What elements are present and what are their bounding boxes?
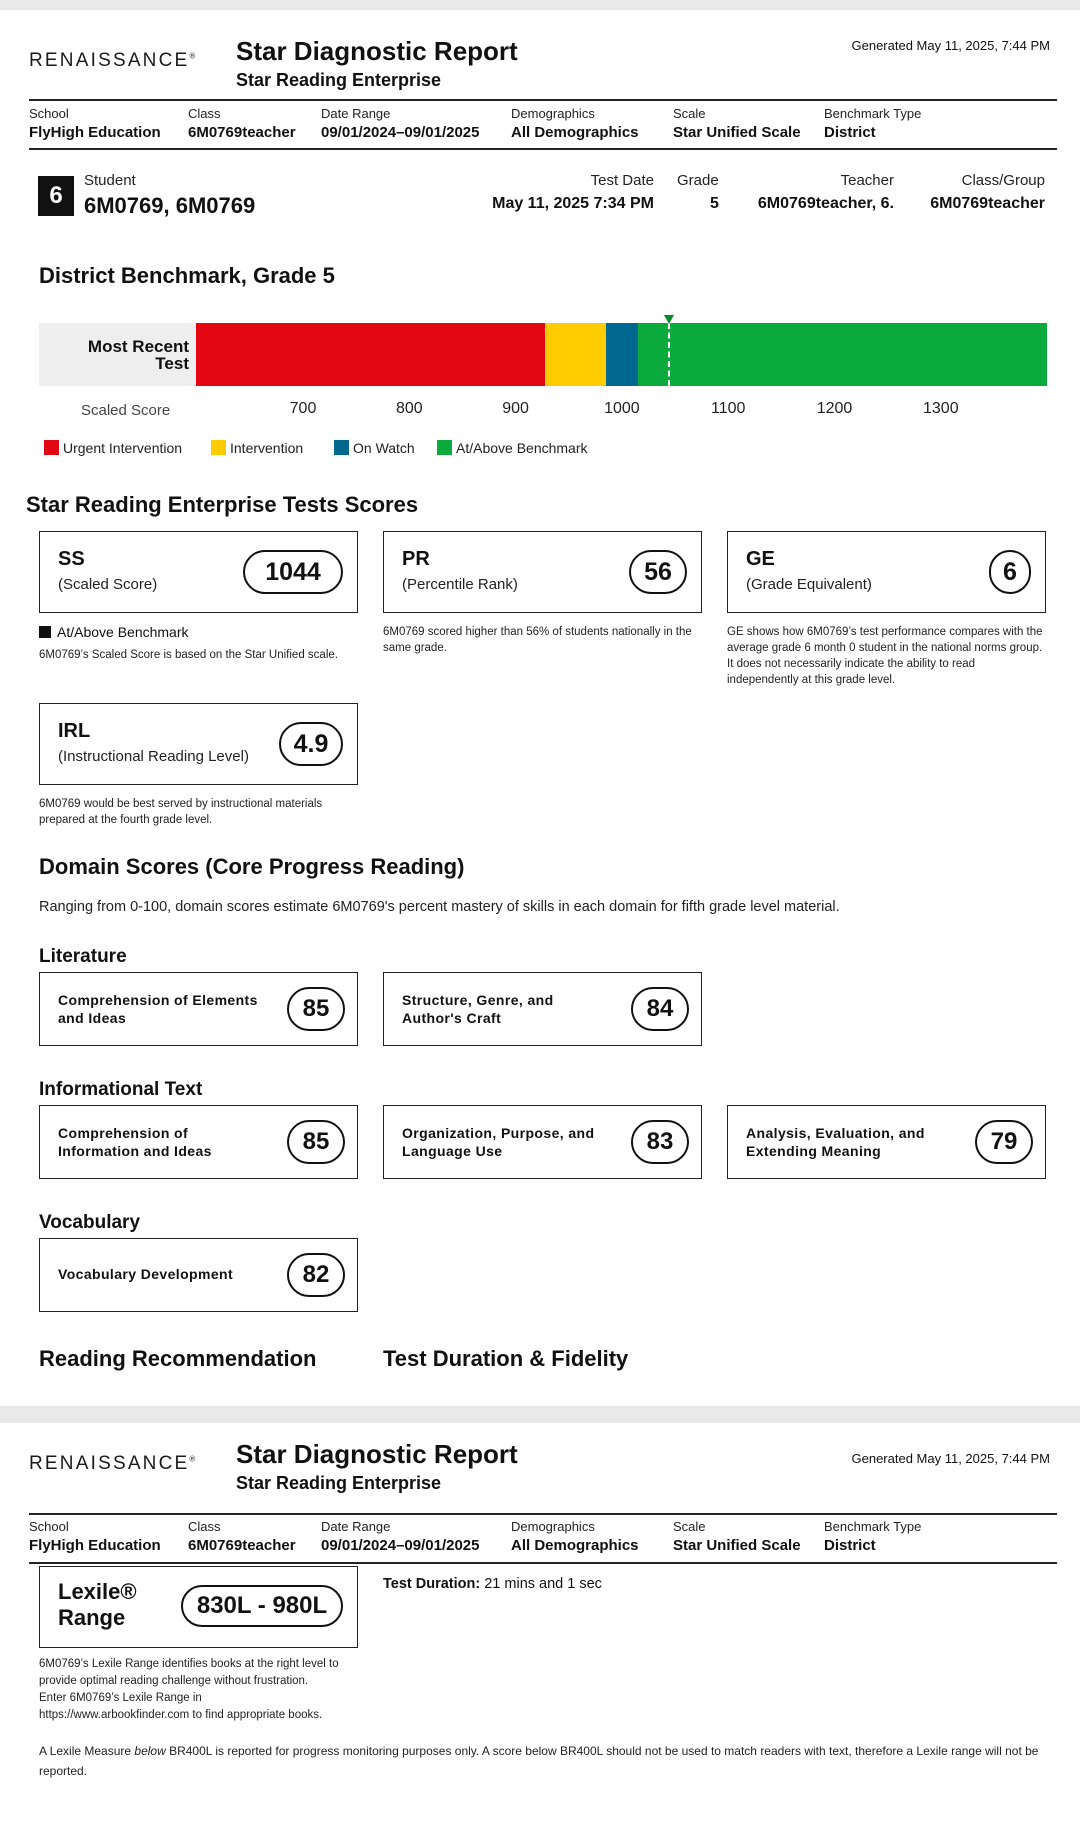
test-duration-fidelity-heading: Test Duration & Fidelity [383, 1346, 629, 1371]
renaissance-logo: RENAISSANCE® [29, 50, 196, 71]
pr-note: 6M0769 scored higher than 56% of students nationally in the same grade. [383, 626, 692, 654]
ge-value-pill: 6 [989, 550, 1031, 594]
class-label: Class [188, 1519, 221, 1534]
axis-tick: 1100 [710, 400, 746, 417]
tests-scores-title: Star Reading Enterprise Tests Scores [26, 492, 419, 517]
test-date-label: Test Date [590, 172, 654, 189]
date-range-label: Date Range [321, 1519, 391, 1534]
irl-note: 6M0769 would be best served by instructional materials prepared at the fourth grade level. [39, 798, 323, 826]
domain-score-pill: 79 [975, 1120, 1033, 1164]
legend-urgent: Urgent Intervention [44, 440, 182, 456]
ss-status: At/Above Benchmark [39, 624, 189, 640]
domain-card [727, 1105, 1046, 1179]
benchmark-bar [39, 323, 1047, 386]
scale-value: Star Unified Scale [673, 1537, 801, 1554]
legend-swatch-blue [334, 440, 349, 455]
report-title: Star Diagnostic Report [236, 1439, 518, 1469]
axis-tick: 1200 [816, 400, 853, 417]
ge-code: GE [746, 548, 775, 570]
class-group-value: 6M0769teacher [930, 195, 1045, 212]
header-divider [29, 1513, 1057, 1515]
pr-name: (Percentile Rank) [402, 576, 518, 593]
date-range-value: 09/01/2024–09/01/2025 [321, 124, 480, 141]
domain-scores-title: Domain Scores (Core Progress Reading) [39, 854, 465, 879]
school-label: School [29, 1519, 69, 1534]
axis-tick: 1000 [604, 400, 640, 417]
irl-card [39, 703, 358, 785]
informational-text-title: Informational Text [39, 1079, 203, 1100]
grade-badge: 6 [38, 176, 74, 216]
lexile-footnote: A Lexile Measure below BR400L is reported for progress monitoring purposes only. A score below BR400L should not be used to match readers with text, therefore a Lexile range will not be reported. [39, 1744, 1039, 1778]
lexile-card [39, 1566, 358, 1648]
test-duration: Test Duration: 21 mins and 1 sec [383, 1576, 602, 1592]
irl-code: IRL [58, 720, 91, 742]
at-above-benchmark-segment [638, 323, 1047, 386]
benchmark-type-label: Benchmark Type [824, 106, 922, 121]
pr-card [383, 531, 702, 613]
teacher-value: 6M0769teacher, 6. [757, 195, 894, 212]
domain-score-pill: 82 [287, 1253, 345, 1297]
demographics-label: Demographics [511, 106, 595, 121]
score-marker-line [668, 323, 670, 386]
class-label: Class [188, 106, 221, 121]
domain-score-pill: 84 [631, 987, 689, 1031]
report-page-1 [0, 10, 1080, 1406]
domain-label: Structure, Genre, and Author's Craft [402, 992, 554, 1026]
domain-label: Vocabulary Development [58, 1266, 234, 1282]
status-square-icon [39, 626, 51, 638]
domain-card [383, 1105, 702, 1179]
domain-description: Ranging from 0-100, domain scores estimate 6M0769's percent mastery of skills in each domain for fifth grade level material. [39, 899, 840, 915]
literature-title: Literature [39, 946, 127, 967]
ge-card [727, 531, 1046, 613]
scale-value: Star Unified Scale [673, 124, 801, 141]
benchmark-row-label: Most Recent Test [87, 337, 189, 373]
on-watch-segment [606, 323, 638, 386]
generated-timestamp: Generated May 11, 2025, 7:44 PM [851, 38, 1050, 53]
irl-name: (Instructional Reading Level) [58, 748, 249, 765]
grade-value: 5 [710, 195, 719, 212]
domain-card [39, 1105, 358, 1179]
domain-label: Comprehension of Information and Ideas [58, 1125, 212, 1159]
test-date-value: May 11, 2025 7:34 PM [492, 195, 654, 212]
ge-note: GE shows how 6M0769’s test performance compares with the average grade 6 month 0 student in the national norms group. It does not necessarily indicate the ability to read independently at this grade level. [727, 626, 1043, 686]
axis-label: Scaled Score [81, 402, 171, 419]
axis-tick: 700 [289, 400, 317, 417]
student-label: Student [84, 172, 136, 189]
axis-tick: 900 [502, 400, 529, 417]
domain-score-pill: 85 [287, 1120, 345, 1164]
demographics-label: Demographics [511, 1519, 595, 1534]
renaissance-logo: RENAISSANCE® [29, 1453, 196, 1474]
report-subtitle: Star Reading Enterprise [236, 70, 442, 90]
teacher-label: Teacher [840, 172, 894, 189]
ss-code: SS [58, 548, 85, 570]
demographics-value: All Demographics [511, 1537, 639, 1554]
ge-name: (Grade Equivalent) [746, 576, 872, 593]
scale-label: Scale [673, 1519, 706, 1534]
domain-label: Organization, Purpose, and Language Use [402, 1125, 595, 1159]
student-name: 6M0769, 6M0769 [84, 193, 256, 218]
pr-code: PR [402, 548, 430, 570]
lexile-range-pill: 830L - 980L [181, 1585, 343, 1627]
header-divider [29, 99, 1057, 101]
legend-intervention: Intervention [211, 440, 303, 456]
benchmark-title: District Benchmark, Grade 5 [39, 263, 335, 288]
date-range-value: 09/01/2024–09/01/2025 [321, 1537, 480, 1554]
report-title: Star Diagnostic Report [236, 36, 518, 66]
domain-card [39, 1238, 358, 1312]
date-range-label: Date Range [321, 106, 391, 121]
ss-card [39, 531, 358, 613]
class-value: 6M0769teacher [188, 124, 296, 141]
class-group-label: Class/Group [961, 172, 1045, 189]
ss-value-pill: 1044 [243, 550, 343, 594]
legend-swatch-yellow [211, 440, 226, 455]
benchmark-type-value: District [824, 1537, 876, 1554]
domain-label: Comprehension of Elements and Ideas [58, 992, 258, 1026]
domain-card [39, 972, 358, 1046]
generated-timestamp: Generated May 11, 2025, 7:44 PM [851, 1451, 1050, 1466]
legend-on-watch: On Watch [334, 440, 415, 456]
irl-value-pill: 4.9 [279, 722, 343, 766]
school-label: School [29, 106, 69, 121]
domain-score-pill: 83 [631, 1120, 689, 1164]
urgent-intervention-segment [196, 323, 545, 386]
legend-swatch-green [437, 440, 452, 455]
domain-label: Analysis, Evaluation, and Extending Meaning [746, 1125, 925, 1159]
class-value: 6M0769teacher [188, 1537, 296, 1554]
lexile-note: 6M0769’s Lexile Range identifies books at the right level to provide optimal reading challenge without frustration. Enter 6M0769’s Lexile Range in https://www.arbookfinder.com to find appropriate books. [39, 1658, 339, 1721]
header-divider-bottom [29, 148, 1057, 150]
axis-tick: 800 [395, 400, 423, 417]
intervention-segment [545, 323, 606, 386]
legend-swatch-red [44, 440, 59, 455]
score-marker-arrow [664, 315, 674, 324]
ss-name: (Scaled Score) [58, 576, 158, 593]
legend-benchmark: At/Above Benchmark [437, 440, 588, 456]
benchmark-type-label: Benchmark Type [824, 1519, 922, 1534]
header-divider-bottom [29, 1562, 1057, 1564]
report-subtitle: Star Reading Enterprise [236, 1473, 442, 1493]
domain-score-pill: 85 [287, 987, 345, 1031]
grade-label: Grade [677, 172, 719, 189]
ss-note: 6M0769’s Scaled Score is based on the Star Unified scale. [39, 649, 338, 661]
axis-tick: 1300 [923, 400, 959, 417]
reading-recommendation-heading: Reading Recommendation [39, 1346, 317, 1371]
lexile-label: Lexile® Range [58, 1579, 137, 1630]
scale-label: Scale [673, 106, 706, 121]
vocabulary-title: Vocabulary [39, 1212, 141, 1233]
domain-card [383, 972, 702, 1046]
benchmark-type-value: District [824, 124, 876, 141]
pr-value-pill: 56 [629, 550, 687, 594]
school-value: FlyHigh Education [29, 1537, 161, 1554]
report-page-2 [0, 1423, 1080, 1821]
demographics-value: All Demographics [511, 124, 639, 141]
school-value: FlyHigh Education [29, 124, 161, 141]
